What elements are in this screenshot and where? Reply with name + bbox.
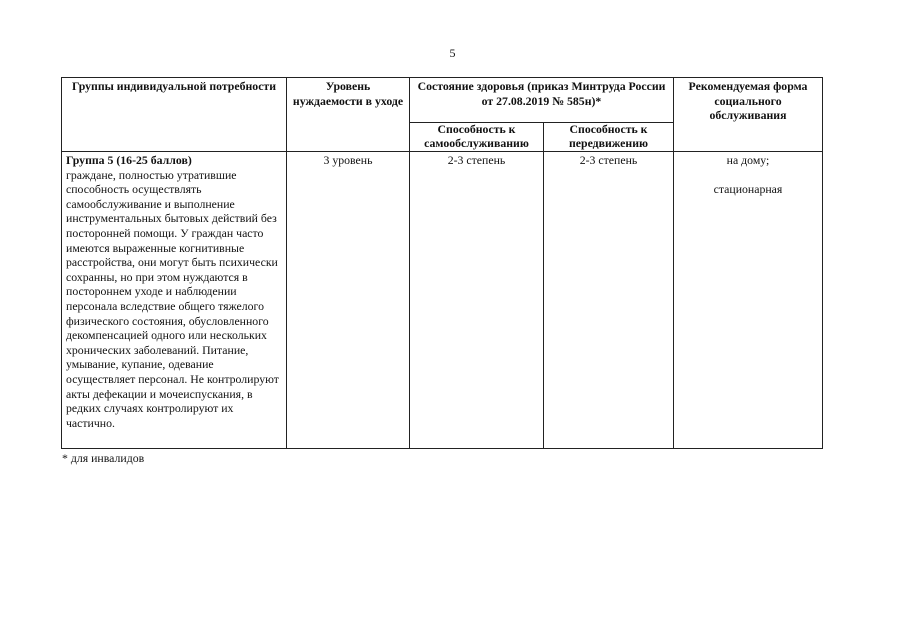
care-level-cell: 3 уровень	[287, 152, 410, 449]
header-row	[62, 78, 823, 123]
mobility-cell: 2-3 степень	[544, 152, 674, 449]
table-row	[62, 152, 823, 449]
form-home: на дому;	[726, 153, 770, 167]
header-health: Состояние здоровья (приказ Минтруда России от 27.08.2019 № 585н)*	[410, 78, 674, 123]
page-number: 5	[449, 46, 456, 60]
header-care-level: Уровень нуждаемости в уходе	[287, 78, 410, 152]
form-spacer	[678, 168, 818, 183]
header-recommended-form: Рекомендуемая форма социального обслуживания	[674, 78, 823, 152]
self-service-cell: 2-3 степень	[410, 152, 544, 449]
group-title: Группа 5 (16-25 баллов)	[66, 153, 192, 167]
header-mobility: Способность к передвижению	[544, 123, 674, 152]
recommended-form-cell	[674, 152, 823, 449]
form-inpatient: стационарная	[713, 182, 783, 197]
group-cell	[62, 152, 287, 449]
header-self-service: Способность к самообслуживанию	[410, 123, 544, 152]
footnote: * для инвалидов	[62, 451, 145, 465]
header-groups: Группы индивидуальной потребности	[62, 78, 287, 152]
care-groups-table	[61, 77, 823, 449]
group-description: граждане, полностью утратившие способность осуществлять самообслуживание и выполнение инструментальных бытовых действий без посторонней помощи. У граждан часто имеются выраженные когнитивные расстройства, они могут быть психически сохранны, но при этом нуждаются в постороннем уходе и наблюдении персонала вследствие общего тяжелого физического состояния, обусловленного декомпенсацией одного или нескольких хронических заболеваний. Питание, умывание, купание, одевание осуществляет персонал. Не контролируют акты дефекации и мочеиспускания, в редких случаях контролируют их частично.	[66, 167, 279, 430]
